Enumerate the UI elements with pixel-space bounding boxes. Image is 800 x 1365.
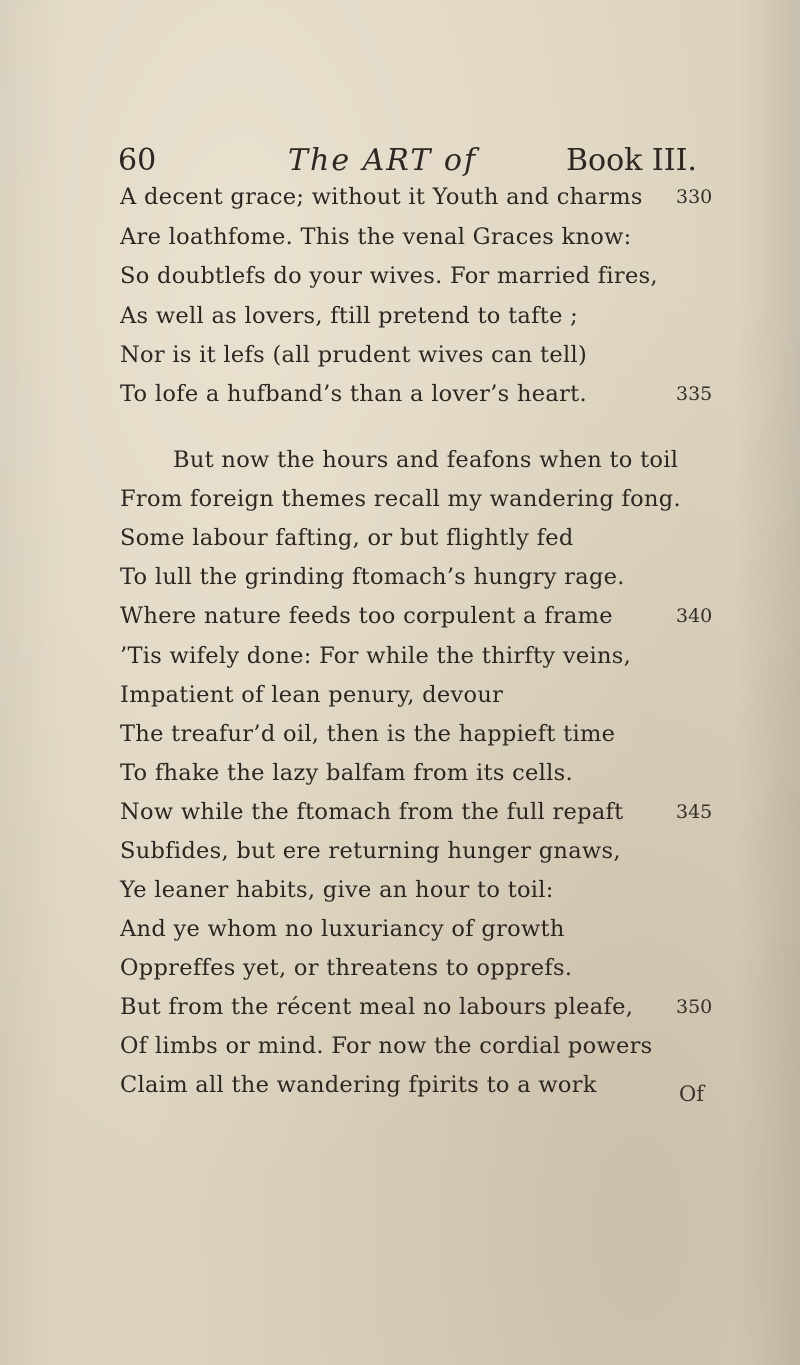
verse-line: Claim all the wandering fpirits to a work (120, 1072, 597, 1098)
verse-line: To fhake the lazy balfam from its cells. (120, 760, 573, 786)
line-number: 350 (676, 996, 713, 1018)
catchword: Of (679, 1082, 704, 1106)
running-title: The ART of (288, 143, 478, 178)
page-number: 60 (118, 143, 157, 178)
verse-line: So doubtlefs do your wives. For married fires, (120, 263, 658, 289)
verse-line: Are loathfome. This the venal Graces know: (120, 224, 632, 250)
verse-line: Some labour fafting, or but flightly fed (120, 525, 574, 551)
verse-line: Ye leaner habits, give an hour to toil: (120, 877, 554, 903)
verse-line: To lull the grinding ftomach’s hungry rage. (120, 564, 625, 590)
verse-line: ’Tis wifely done: For while the thirfty veins, (120, 643, 632, 669)
line-number: 330 (676, 186, 713, 208)
line-number: 340 (676, 605, 713, 627)
verse-line: And ye whom no luxuriancy of growth (120, 916, 565, 942)
verse-line: Subfides, but ere returning hunger gnaws, (120, 838, 621, 864)
verse-line: Of limbs or mind. For now the cordial powers (120, 1033, 653, 1059)
verse-line: Nor is it lefs (all prudent wives can tell) (120, 342, 588, 368)
line-number: 345 (676, 801, 713, 823)
verse-line: The treafur’d oil, then is the happieft time (120, 721, 616, 747)
book-label: Book III. (566, 143, 697, 178)
verse-line: To lofe a hufband’s than a lover’s heart. (120, 381, 587, 407)
verse-line: Oppreffes yet, or threatens to opprefs. (120, 955, 573, 981)
verse-line: Impatient of lean penury, devour (120, 682, 504, 708)
verse-line: A decent grace; without it Youth and charms (120, 184, 643, 210)
verse-line: But from the récent meal no labours pleafe, (120, 994, 634, 1020)
verse-line: As well as lovers, ftill pretend to tafte ; (120, 303, 579, 329)
line-number: 335 (676, 383, 713, 405)
verse-line: Where nature feeds too corpulent a frame (120, 603, 613, 629)
verse-line: From foreign themes recall my wandering fong. (120, 486, 681, 512)
verse-line: But now the hours and feafons when to toil (173, 447, 679, 473)
verse-line: Now while the ftomach from the full repaft (120, 799, 624, 825)
